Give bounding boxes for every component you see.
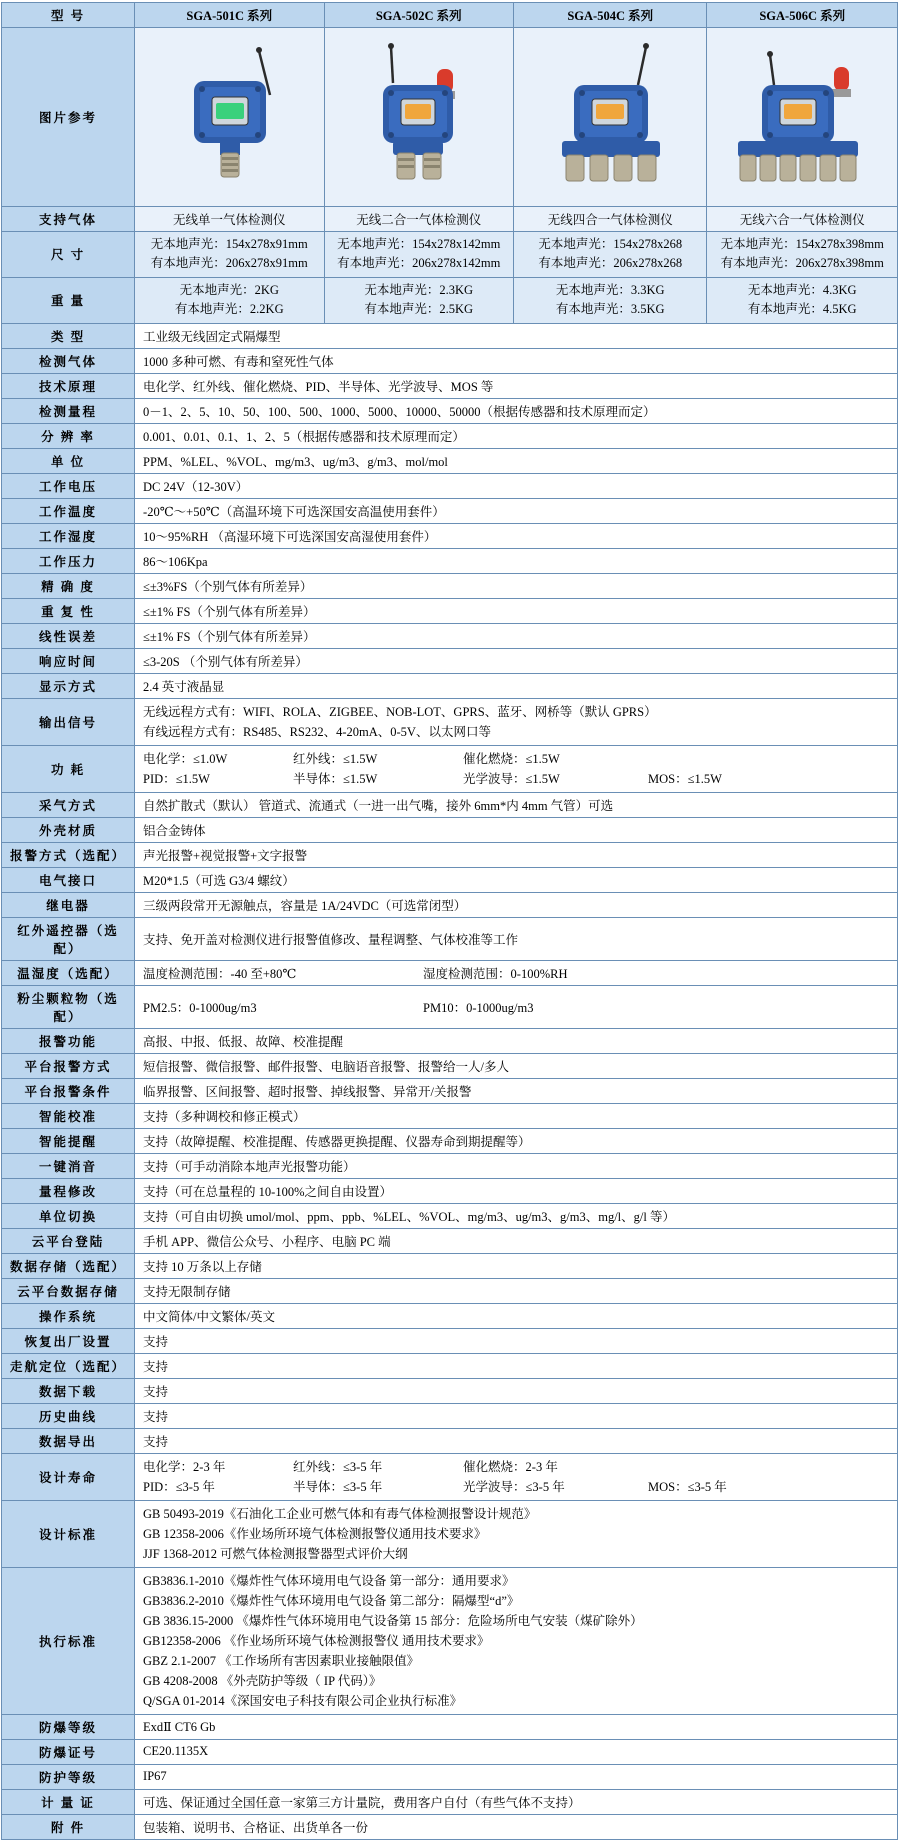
- row-label-voltage: 工作电压: [2, 473, 135, 498]
- exec-std-line-5: GBZ 2.1-2007 《工作场所有害因素职业接触限值》: [143, 1653, 420, 1668]
- row-value-temp-humidity: [135, 960, 898, 985]
- weight-2-line1: 无本地声光：2.3KG: [364, 282, 474, 297]
- table-row-design-standard: [2, 1500, 898, 1567]
- row-value-voltage: DC 24V（12-30V）: [135, 473, 898, 498]
- table-row-unit: [2, 448, 898, 473]
- model-header-2: SGA-502C 系列: [324, 3, 513, 28]
- table-row-power: [2, 745, 898, 792]
- table-row-response-time: [2, 648, 898, 673]
- detector-4-icon: [518, 33, 703, 198]
- model-header-4: SGA-506C 系列: [707, 3, 898, 28]
- table-row-work-temp: [2, 498, 898, 523]
- table-row-type: [2, 323, 898, 348]
- row-value-ex-grade: ExdⅡ CT6 Gb: [135, 1714, 898, 1739]
- size-3-line2: 有本地声光：206x278x268: [538, 256, 683, 271]
- row-label-detect-gas: 检测气体: [2, 348, 135, 373]
- row-label-ex-grade: 防爆等级: [2, 1714, 135, 1739]
- detector-2-icon: [331, 33, 506, 198]
- product-image-2: [324, 28, 513, 207]
- table-row-range: [2, 398, 898, 423]
- pm25-range: PM2.5：0-1000ug/m3: [143, 1000, 257, 1015]
- weight-4-line1: 无本地声光：4.3KG: [747, 282, 857, 297]
- detector-1-icon: [142, 33, 317, 198]
- table-row-display: [2, 673, 898, 698]
- row-label-data-export: 数据导出: [2, 1428, 135, 1453]
- table-row-metrology-cert: [2, 1789, 898, 1814]
- row-value-cloud-login: 手机 APP、微信公众号、小程序、电脑 PC 端: [135, 1228, 898, 1253]
- row-value-ip-grade: IP67: [135, 1764, 898, 1789]
- row-label-work-temp: 工作温度: [2, 498, 135, 523]
- row-label-electrical-interface: 电气接口: [2, 867, 135, 892]
- row-label-ir-remote: 红外遥控器（选配）: [2, 917, 135, 960]
- size-2-line2: 有本地声光：206x278x142mm: [337, 256, 501, 271]
- design-std-line-1: GB 50493-2019《石油化工企业可燃气体和有毒气体检测报警设计规范》: [143, 1506, 537, 1521]
- row-value-alarm-mode: 声光报警+视觉报警+文字报警: [135, 842, 898, 867]
- row-value-accuracy: ≤±3%FS（个别气体有所差异）: [135, 573, 898, 598]
- table-row-electrical-interface: [2, 867, 898, 892]
- row-value-data-export: 支持: [135, 1428, 898, 1453]
- row-value-exec-standard: [135, 1567, 898, 1714]
- weight-4: [707, 277, 898, 323]
- row-label-range: 检测量程: [2, 398, 135, 423]
- table-row-lifespan: [2, 1453, 898, 1500]
- row-value-type: 工业级无线固定式隔爆型: [135, 323, 898, 348]
- table-row-work-humi: [2, 523, 898, 548]
- power-pid: PID：≤1.5W: [143, 771, 210, 786]
- row-value-repeatability: ≤±1% FS（个别气体有所差异）: [135, 598, 898, 623]
- table-row-model: [2, 3, 898, 28]
- table-row-work-pressure: [2, 548, 898, 573]
- row-value-platform-alarm-mode: 短信报警、微信报警、邮件报警、电脑语音报警、报警给一人/多人: [135, 1053, 898, 1078]
- exec-std-line-7: Q/SGA 01-2014《深国安电子科技有限公司企业执行标准》: [143, 1693, 463, 1708]
- product-image-4: [707, 28, 898, 207]
- model-header-3: SGA-504C 系列: [513, 3, 707, 28]
- row-value-electrical-interface: M20*1.5（可选 G3/4 螺纹）: [135, 867, 898, 892]
- row-value-unit-switch: 支持（可自由切换 umol/mol、ppm、ppb、%LEL、%VOL、mg/m3、ug/m3、g/m3、mg/l、g/l 等）: [135, 1203, 898, 1228]
- row-value-power: [135, 745, 898, 792]
- table-row-one-key-mute: [2, 1153, 898, 1178]
- table-row-smart-reminder: [2, 1128, 898, 1153]
- row-value-alarm-function: 高报、中报、低报、故障、校准提醒: [135, 1028, 898, 1053]
- output-signal-wired: 有线远程方式有：RS485、RS232、4-20mA、0-5V、以太网口等: [143, 724, 491, 739]
- row-label-mobile-positioning: 走航定位（选配）: [2, 1353, 135, 1378]
- table-row-weight: [2, 277, 898, 323]
- power-echem: 电化学：≤1.0W: [143, 751, 228, 766]
- row-value-mobile-positioning: 支持: [135, 1353, 898, 1378]
- lifespan-ir: 红外线：≤3-5 年: [293, 1459, 383, 1474]
- row-label-cloud-storage: 云平台数据存储: [2, 1278, 135, 1303]
- table-row-sampling: [2, 792, 898, 817]
- row-label-alarm-function: 报警功能: [2, 1028, 135, 1053]
- row-value-display: 2.4 英寸液晶显: [135, 673, 898, 698]
- table-row-accuracy: [2, 573, 898, 598]
- lifespan-line2: [143, 1477, 892, 1497]
- row-label-exec-standard: 执行标准: [2, 1567, 135, 1714]
- size-2-line1: 无本地声光：154x278x142mm: [337, 237, 501, 251]
- table-row-tech: [2, 373, 898, 398]
- output-signal-wireless: 无线远程方式有：WIFI、ROLA、ZIGBEE、NOB-LOT、GPRS、蓝牙、网桥等（默认 GPRS）: [143, 704, 657, 719]
- row-label-dust: 粉尘颗粒物（选配）: [2, 985, 135, 1028]
- row-label-type: 类 型: [2, 323, 135, 348]
- row-value-ir-remote: 支持、免开盖对检测仪进行报警值修改、量程调整、气体校准等工作: [135, 917, 898, 960]
- row-label-model: 型 号: [2, 3, 135, 28]
- lifespan-pid: PID：≤3-5 年: [143, 1479, 215, 1494]
- row-label-design-standard: 设计标准: [2, 1500, 135, 1567]
- row-label-work-pressure: 工作压力: [2, 548, 135, 573]
- row-label-work-humi: 工作湿度: [2, 523, 135, 548]
- lifespan-mos: MOS：≤3-5 年: [648, 1479, 727, 1494]
- table-row-platform-alarm-mode: [2, 1053, 898, 1078]
- gas-support-1: 无线单一气体检测仪: [135, 207, 324, 232]
- gas-support-2: 无线二合一气体检测仪: [324, 207, 513, 232]
- row-label-image-ref: 图片参考: [2, 28, 135, 207]
- row-label-one-key-mute: 一键消音: [2, 1153, 135, 1178]
- exec-std-line-1: GB3836.1-2010《爆炸性气体环境用电气设备 第一部分：通用要求》: [143, 1573, 515, 1588]
- pm10-range: PM10：0-1000ug/m3: [423, 1000, 534, 1015]
- row-value-factory-reset: 支持: [135, 1328, 898, 1353]
- gas-support-4: 无线六合一气体检测仪: [707, 207, 898, 232]
- weight-3-line1: 无本地声光：3.3KG: [555, 282, 665, 297]
- row-value-resolution: 0.001、0.01、0.1、1、2、5（根据传感器和技术原理而定）: [135, 423, 898, 448]
- row-value-metrology-cert: 可选、保证通过全国任意一家第三方计量院，费用客户自付（有些气体不支持）: [135, 1789, 898, 1814]
- weight-4-line2: 有本地声光：4.5KG: [747, 302, 857, 317]
- row-label-accessories: 附 件: [2, 1814, 135, 1839]
- row-label-os: 操作系统: [2, 1303, 135, 1328]
- row-label-lifespan: 设计寿命: [2, 1453, 135, 1500]
- size-2: [324, 232, 513, 278]
- row-value-range-modify: 支持（可在总量程的 10-100%之间自由设置）: [135, 1178, 898, 1203]
- weight-3-line2: 有本地声光：3.5KG: [555, 302, 665, 317]
- row-label-data-storage: 数据存储（选配）: [2, 1253, 135, 1278]
- product-image-1: [135, 28, 324, 207]
- table-row-size: [2, 232, 898, 278]
- row-value-range: 0－1、2、5、10、50、100、500、1000、5000、10000、50000（根据传感器和技术原理而定）: [135, 398, 898, 423]
- size-4: [707, 232, 898, 278]
- row-value-design-standard: [135, 1500, 898, 1567]
- lifespan-echem: 电化学：2-3 年: [143, 1459, 226, 1474]
- table-row-gas-support: [2, 207, 898, 232]
- table-row-alarm-function: [2, 1028, 898, 1053]
- row-label-repeatability: 重 复 性: [2, 598, 135, 623]
- model-header-1: SGA-501C 系列: [135, 3, 324, 28]
- row-label-metrology-cert: 计 量 证: [2, 1789, 135, 1814]
- lifespan-line1: [143, 1457, 892, 1477]
- weight-1: [135, 277, 324, 323]
- table-row-factory-reset: [2, 1328, 898, 1353]
- row-label-sampling: 采气方式: [2, 792, 135, 817]
- row-value-data-storage: 支持 10 万条以上存储: [135, 1253, 898, 1278]
- row-value-response-time: ≤3-20S （个别气体有所差异）: [135, 648, 898, 673]
- table-row-os: [2, 1303, 898, 1328]
- size-1: [135, 232, 324, 278]
- table-row-cloud-storage: [2, 1278, 898, 1303]
- row-value-detect-gas: 1000 多种可燃、有毒和窒死性气体: [135, 348, 898, 373]
- row-label-smart-calibration: 智能校准: [2, 1103, 135, 1128]
- table-row-platform-alarm-condition: [2, 1078, 898, 1103]
- table-row-shell-material: [2, 817, 898, 842]
- table-row-ip-grade: [2, 1764, 898, 1789]
- table-row-accessories: [2, 1814, 898, 1839]
- detector-6-icon: [710, 33, 895, 198]
- exec-std-line-2: GB3836.2-2010《爆炸性气体环境用电气设备 第二部分：隔爆型“d”》: [143, 1593, 520, 1608]
- row-value-smart-calibration: 支持（多种调校和修正模式）: [135, 1103, 898, 1128]
- row-value-sampling: 自然扩散式（默认） 管道式、流通式（一进一出气嘴，接外 6mm*内 4mm 气管）可选: [135, 792, 898, 817]
- row-label-shell-material: 外壳材质: [2, 817, 135, 842]
- table-row-data-storage: [2, 1253, 898, 1278]
- design-std-line-3: JJF 1368-2012 可燃气体检测报警器型式评价大纲: [143, 1546, 408, 1561]
- weight-3: [513, 277, 707, 323]
- spec-table: [1, 2, 898, 1840]
- row-value-relay: 三级两段常开无源触点，容量是 1A/24VDC（可选常闭型）: [135, 892, 898, 917]
- power-line1: [143, 749, 892, 769]
- row-value-linearity: ≤±1% FS（个别气体有所差异）: [135, 623, 898, 648]
- row-label-factory-reset: 恢复出厂设置: [2, 1328, 135, 1353]
- weight-2: [324, 277, 513, 323]
- weight-1-line2: 有本地声光：2.2KG: [174, 302, 284, 317]
- table-row-range-modify: [2, 1178, 898, 1203]
- power-optical: 光学波导：≤1.5W: [463, 771, 560, 786]
- row-value-work-humi: 10～95%RH （高湿环境下可选深国安高湿使用套件）: [135, 523, 898, 548]
- size-1-line1: 无本地声光：154x278x91mm: [150, 237, 308, 251]
- table-row-ir-remote: [2, 917, 898, 960]
- row-label-alarm-mode: 报警方式（选配）: [2, 842, 135, 867]
- power-semiconductor: 半导体：≤1.5W: [293, 771, 378, 786]
- row-label-platform-alarm-mode: 平台报警方式: [2, 1053, 135, 1078]
- size-3: [513, 232, 707, 278]
- table-row-linearity: [2, 623, 898, 648]
- row-label-unit-switch: 单位切换: [2, 1203, 135, 1228]
- row-value-history-curve: 支持: [135, 1403, 898, 1428]
- table-row-relay: [2, 892, 898, 917]
- row-label-range-modify: 量程修改: [2, 1178, 135, 1203]
- row-value-smart-reminder: 支持（故障提醒、校准提醒、传感器更换提醒、仪器寿命到期提醒等）: [135, 1128, 898, 1153]
- exec-std-line-6: GB 4208-2008 《外壳防护等级（ IP 代码）》: [143, 1673, 382, 1688]
- row-label-cloud-login: 云平台登陆: [2, 1228, 135, 1253]
- row-label-accuracy: 精 确 度: [2, 573, 135, 598]
- row-label-unit: 单 位: [2, 448, 135, 473]
- exec-std-line-4: GB12358-2006 《作业场所环境气体检测报警仪 通用技术要求》: [143, 1633, 490, 1648]
- power-mos: MOS：≤1.5W: [648, 771, 722, 786]
- table-row-unit-switch: [2, 1203, 898, 1228]
- power-ir: 红外线：≤1.5W: [293, 751, 378, 766]
- row-value-platform-alarm-condition: 临界报警、区间报警、超时报警、掉线报警、异常开/关报警: [135, 1078, 898, 1103]
- table-row-dust: [2, 985, 898, 1028]
- lifespan-semiconductor: 半导体：≤3-5 年: [293, 1479, 383, 1494]
- row-value-lifespan: [135, 1453, 898, 1500]
- table-row-smart-calibration: [2, 1103, 898, 1128]
- row-value-work-temp: -20℃～+50℃（高温环境下可选深国安高温使用套件）: [135, 498, 898, 523]
- exec-std-line-3: GB 3836.15-2000 《爆炸性气体环境用电气设备第 15 部分：危险场所电气安装（煤矿除外）: [143, 1613, 643, 1628]
- table-row-alarm-mode: [2, 842, 898, 867]
- row-label-display: 显示方式: [2, 673, 135, 698]
- row-label-platform-alarm-condition: 平台报警条件: [2, 1078, 135, 1103]
- weight-1-line1: 无本地声光：2KG: [179, 282, 279, 297]
- design-std-line-2: GB 12358-2006《作业场所环境气体检测报警仪通用技术要求》: [143, 1526, 487, 1541]
- row-label-gas-support: 支持气体: [2, 207, 135, 232]
- temp-range: 温度检测范围：-40 至+80℃: [143, 966, 297, 981]
- table-row-data-download: [2, 1378, 898, 1403]
- table-row-output-signal: [2, 698, 898, 745]
- lifespan-optical: 光学波导：≤3-5 年: [463, 1479, 565, 1494]
- row-label-temp-humidity: 温湿度（选配）: [2, 960, 135, 985]
- row-value-work-pressure: 86～106Kpa: [135, 548, 898, 573]
- lifespan-catalytic: 催化燃烧：2-3 年: [463, 1459, 558, 1474]
- row-value-dust: [135, 985, 898, 1028]
- table-row-ex-grade: [2, 1714, 898, 1739]
- row-label-resolution: 分 辨 率: [2, 423, 135, 448]
- row-label-ex-cert-no: 防爆证号: [2, 1739, 135, 1764]
- gas-support-3: 无线四合一气体检测仪: [513, 207, 707, 232]
- row-label-response-time: 响应时间: [2, 648, 135, 673]
- product-image-3: [513, 28, 707, 207]
- row-value-os: 中文简体/中文繁体/英文: [135, 1303, 898, 1328]
- table-row-repeatability: [2, 598, 898, 623]
- size-4-line1: 无本地声光：154x278x398mm: [720, 237, 884, 251]
- row-label-tech: 技术原理: [2, 373, 135, 398]
- row-label-smart-reminder: 智能提醒: [2, 1128, 135, 1153]
- table-row-image-ref: [2, 28, 898, 207]
- row-value-output-signal: [135, 698, 898, 745]
- row-value-data-download: 支持: [135, 1378, 898, 1403]
- size-4-line2: 有本地声光：206x278x398mm: [720, 256, 884, 271]
- row-label-history-curve: 历史曲线: [2, 1403, 135, 1428]
- table-row-detect-gas: [2, 348, 898, 373]
- row-value-ex-cert-no: CE20.1135X: [135, 1739, 898, 1764]
- row-value-accessories: 包装箱、说明书、合格证、出货单各一份: [135, 1814, 898, 1839]
- table-row-mobile-positioning: [2, 1353, 898, 1378]
- size-3-line1: 无本地声光：154x278x268: [538, 237, 683, 251]
- row-label-weight: 重 量: [2, 277, 135, 323]
- table-row-data-export: [2, 1428, 898, 1453]
- row-label-ip-grade: 防护等级: [2, 1764, 135, 1789]
- table-row-voltage: [2, 473, 898, 498]
- table-row-cloud-login: [2, 1228, 898, 1253]
- table-row-exec-standard: [2, 1567, 898, 1714]
- table-row-ex-cert-no: [2, 1739, 898, 1764]
- row-label-linearity: 线性误差: [2, 623, 135, 648]
- row-value-one-key-mute: 支持（可手动消除本地声光报警功能）: [135, 1153, 898, 1178]
- row-label-data-download: 数据下载: [2, 1378, 135, 1403]
- size-1-line2: 有本地声光：206x278x91mm: [150, 256, 308, 271]
- humidity-range: 湿度检测范围：0-100%RH: [423, 966, 568, 981]
- row-value-unit: PPM、%LEL、%VOL、mg/m3、ug/m3、g/m3、mol/mol: [135, 448, 898, 473]
- row-label-size: 尺 寸: [2, 232, 135, 278]
- row-label-power: 功 耗: [2, 745, 135, 792]
- row-label-output-signal: 输出信号: [2, 698, 135, 745]
- table-row-history-curve: [2, 1403, 898, 1428]
- table-row-temp-humidity: [2, 960, 898, 985]
- weight-2-line2: 有本地声光：2.5KG: [364, 302, 474, 317]
- power-catalytic: 催化燃烧：≤1.5W: [463, 751, 560, 766]
- row-label-relay: 继电器: [2, 892, 135, 917]
- table-row-resolution: [2, 423, 898, 448]
- power-line2: [143, 769, 892, 789]
- row-value-cloud-storage: 支持无限制存储: [135, 1278, 898, 1303]
- row-value-tech: 电化学、红外线、催化燃烧、PID、半导体、光学波导、MOS 等: [135, 373, 898, 398]
- row-value-shell-material: 铝合金铸体: [135, 817, 898, 842]
